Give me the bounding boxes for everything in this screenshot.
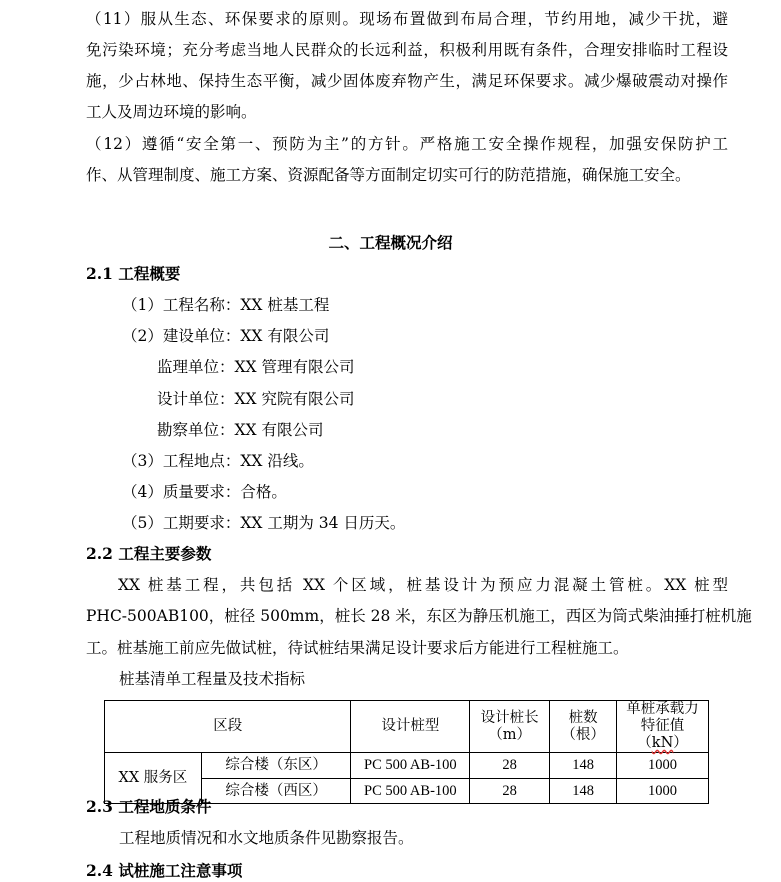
pile-table: [104, 700, 709, 804]
table-caption: 桩基清单工程量及技术指标: [119, 670, 306, 688]
table-row: [105, 753, 709, 779]
cell-length: 28: [470, 779, 550, 804]
header-capacity-l2-b: ）: [673, 735, 688, 751]
header-count-l2: （根）: [561, 726, 605, 743]
header-capacity-unit: kN: [651, 735, 674, 751]
header-length: [470, 701, 550, 753]
geology-text: 工程地质情况和水文地质条件见勘察报告。: [119, 829, 414, 847]
params-line-2: PHC-500AB100，桩径 500mm，桩长 28 米，东区为静压机施工，西区为筒式柴油捶打桩机施: [86, 607, 752, 625]
header-count: [550, 701, 617, 753]
header-model: 设计桩型: [351, 701, 470, 753]
para-12-line-1: （12）遵循“安全第一、预防为主”的方针。严格施工安全操作规程，加强安保防护工: [86, 135, 728, 153]
cell-group: XX 服务区: [105, 753, 202, 804]
heading-2-4-partial: 2.4 试桩施工注意事项: [86, 861, 243, 880]
item-location: （3）工程地点：XX 沿线。: [122, 452, 314, 470]
cell-model: PC 500 AB-100: [351, 753, 470, 779]
para-12-line-2: 作、从管理制度、施工方案、资源配备等方面制定切实可行的防范措施，确保施工安全。: [86, 166, 691, 184]
para-11-line-1: （11）服从生态、环保要求的原则。现场布置做到布局合理，节约用地，减少干扰，避: [86, 10, 728, 28]
item-supervisor: 监理单位：XX 管理有限公司: [157, 358, 355, 376]
item-project-name: （1）工程名称：XX 桩基工程: [122, 296, 330, 314]
cell-model: PC 500 AB-100: [351, 779, 470, 804]
cell-count: 148: [550, 753, 617, 779]
cell-sub: 综合楼（西区）: [201, 779, 351, 804]
item-owner: （2）建设单位：XX 有限公司: [122, 327, 330, 345]
header-capacity-l1: 单桩承载力: [626, 701, 699, 717]
para-11-line-4: 工人及周边环境的影响。: [86, 103, 257, 121]
item-quality: （4）质量要求：合格。: [122, 483, 287, 501]
cell-sub: 综合楼（东区）: [201, 753, 351, 779]
item-surveyor: 勘察单位：XX 有限公司: [157, 421, 324, 439]
heading-2-2: 2.2 工程主要参数: [86, 544, 212, 563]
table-header-row: [105, 701, 709, 753]
cell-capacity: 1000: [617, 779, 709, 804]
params-line-1: XX 桩基工程，共包括 XX 个区域，桩基设计为预应力混凝土管桩。XX 桩型: [118, 576, 728, 594]
section-title: 二、工程概况介绍: [328, 233, 453, 252]
item-duration: （5）工期要求：XX 工期为 34 日历天。: [122, 514, 406, 532]
header-count-l1: 桩数: [568, 709, 598, 726]
cell-count: 148: [550, 779, 617, 804]
cell-length: 28: [470, 753, 550, 779]
header-length-l2: （m）: [488, 726, 532, 743]
item-designer: 设计单位：XX 究院有限公司: [157, 390, 355, 408]
para-11-line-3: 施，少占林地、保持生态平衡，减少固体废弃物产生，满足环保要求。减少爆破震动对操作: [86, 72, 728, 90]
header-capacity-l2: [619, 718, 706, 752]
header-capacity: [617, 701, 709, 753]
header-length-l1: 设计桩长: [480, 709, 539, 726]
heading-2-1: 2.1 工程概要: [86, 264, 181, 283]
heading-2-3: 2.3 工程地质条件: [86, 797, 212, 816]
params-line-3: 工。桩基施工前应先做试桩，待试桩结果满足设计要求后方能进行工程桩施工。: [86, 639, 629, 657]
para-11-line-2: 免污染环境；充分考虑当地人民群众的长远利益，积极利用既有条件，合理安排临时工程设: [86, 41, 728, 59]
header-capacity-l2-a: 特征值（: [637, 718, 685, 751]
header-zone: 区段: [105, 701, 351, 753]
cell-capacity: 1000: [617, 753, 709, 779]
